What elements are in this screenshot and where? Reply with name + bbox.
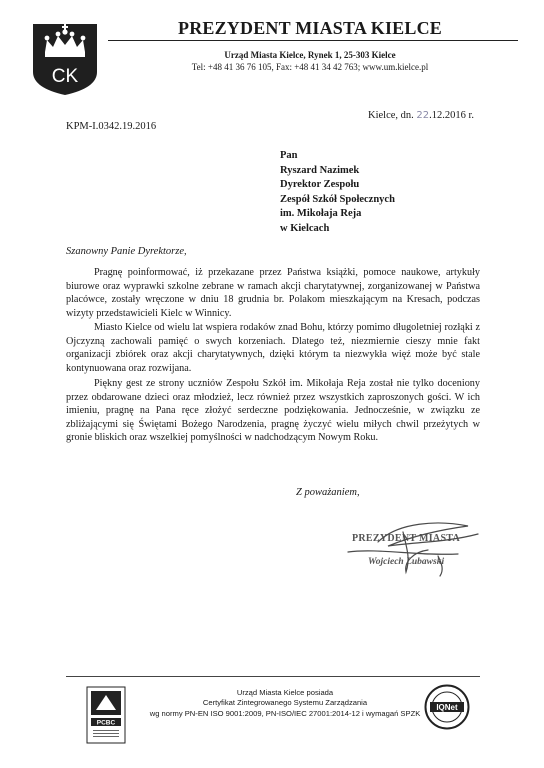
pcbc-certification-icon bbox=[86, 686, 126, 744]
recipient-line: Ryszard Nazimek bbox=[280, 164, 360, 176]
closing-phrase: Z poważaniem, bbox=[296, 487, 360, 498]
letterhead-title: PREZYDENT MIASTA KIELCE bbox=[178, 18, 442, 38]
signature-stamp-name: Wojciech Lubawski bbox=[368, 557, 445, 567]
letterhead-address: Urząd Miasta Kielce, Rynek 1, 25-303 Kielce bbox=[224, 50, 396, 60]
letter-date bbox=[368, 110, 474, 121]
iqnet-mark-text: IQNet bbox=[436, 703, 458, 712]
body-paragraph: Pragnę poinformować, iż przekazane przez Państwa książki, pomoce naukowe, artykuły biurowe oraz wyprawki szkolne zebrane w ramach akcji charytatywnej, zorganizowanej w Państwa placówce, zostały wręczone w dniu 18 grudnia br. Polakom mieszkającym na Kresach, podczas wizyty przedstawicieli Kielc w Winnicy. bbox=[66, 267, 480, 319]
handwritten-signature bbox=[318, 512, 488, 582]
letterhead-divider bbox=[108, 40, 518, 41]
date-day-handwritten: 22 bbox=[416, 110, 430, 121]
recipient-line: im. Mikołaja Reja bbox=[280, 208, 362, 219]
recipient-line: Pan bbox=[280, 150, 298, 161]
recipient-line: Zespół Szkół Społecznych bbox=[280, 193, 395, 205]
date-suffix: .12.2016 r. bbox=[429, 110, 475, 121]
recipient-line: w Kielcach bbox=[280, 222, 330, 234]
pcbc-mark-text: PCBC bbox=[96, 719, 116, 727]
date-prefix: Kielce, dn. bbox=[368, 110, 414, 121]
letterhead-contact: Tel: +48 41 36 76 105, Fax: +48 41 34 42 763; www.um.kielce.pl bbox=[191, 62, 429, 72]
footer-line: wg normy PN-EN ISO 9001:2009, PN-ISO/IEC 27001:2014-12 i wymagań SPZK bbox=[149, 708, 421, 718]
iqnet-certification-icon bbox=[424, 684, 470, 730]
recipient-line: Dyrektor Zespołu bbox=[280, 179, 360, 190]
footer-line: Certyfikat Zintegrowanego Systemu Zarządzania bbox=[202, 698, 368, 708]
kielce-crest-logo bbox=[31, 22, 99, 96]
salutation: Szanowny Panie Dyrektorze, bbox=[66, 246, 187, 257]
signature-stamp-title: PREZYDENT MIASTA bbox=[352, 533, 461, 544]
footer-divider bbox=[66, 676, 480, 677]
body-paragraph: Miasto Kielce od wielu lat wspiera rodaków znad Bohu, którzy pomimo długoletniej rozłąki z Ojczyzną zachowali pamięć o swych korzeniach. Dlatego też, niezmiernie cieszy mnie fakt organizacji zbiórek oraz akcji charytatywnych, dzięki którym ta niezwykła więź może być stale kontynuowana oraz rozwijana. bbox=[66, 322, 480, 374]
recipient-block bbox=[280, 149, 395, 236]
body-paragraph: Piękny gest ze strony uczniów Zespołu Szkół im. Mikołaja Reja został nie tylko doceniony przez obdarowane dzieci oraz młodzież, lecz również przez wszystkich zaproszonych gości. W ich imieniu, pragnę na Pana ręce złożyć serdeczne podziękowania. Jednocześnie, w związku ze zbliżającymi się Świętami Bożego Narodzenia, pragnę życzyć wielu miłych chwil przeżytych w gronie bliskich oraz wszelkiej pomyślności w nadchodzącym Nowym Roku. bbox=[66, 378, 480, 444]
reference-number: KPM-I.0342.19.2016 bbox=[66, 121, 157, 132]
footer-certification-text bbox=[130, 688, 440, 719]
footer-line: Urząd Miasta Kielce posiada bbox=[236, 688, 334, 697]
logo-letters: CK bbox=[51, 66, 79, 87]
